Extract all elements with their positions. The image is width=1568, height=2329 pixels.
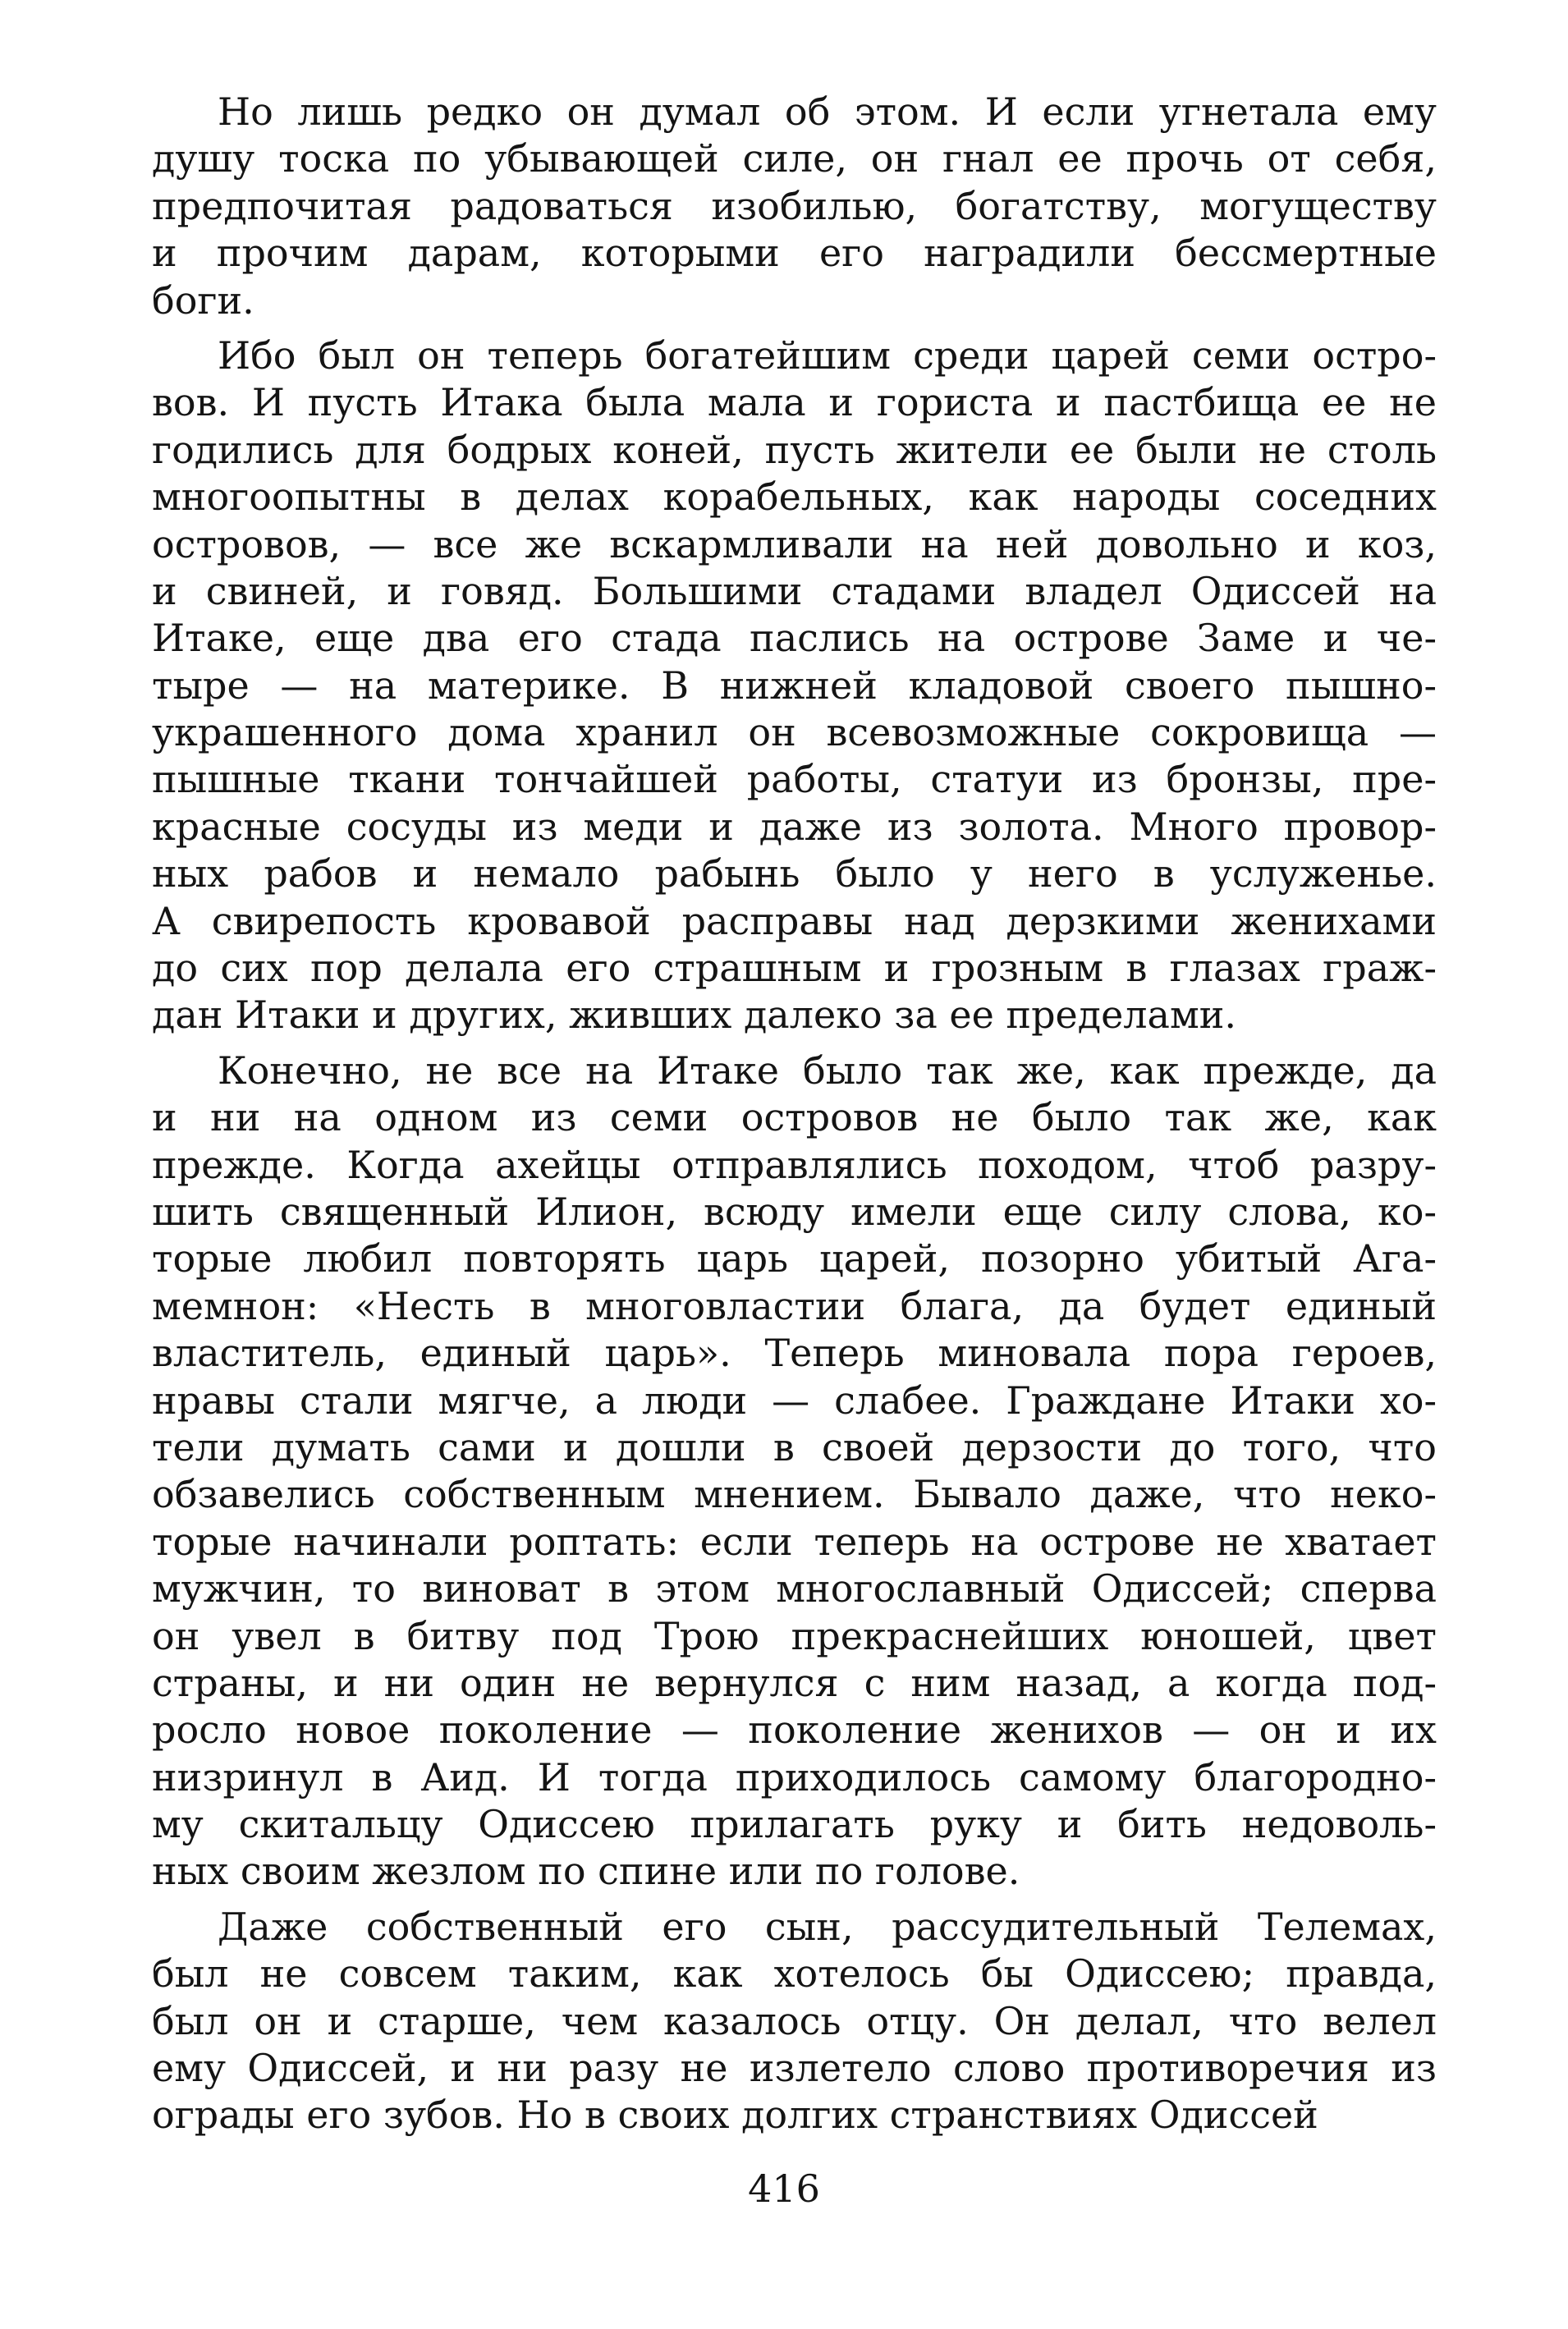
text-line: он увел в битву под Трою прекраснейших юношей, цвет xyxy=(152,1613,1437,1658)
text-line: шить священный Илион, всюду имели еще силу слова, ко- xyxy=(152,1189,1437,1234)
text-line: годились для бодрых коней, пусть жители ее были не столь xyxy=(152,427,1437,472)
text-line: ных своим жезлом по спине или по голове. xyxy=(152,1849,1020,1894)
paragraph xyxy=(152,1904,1437,2139)
text-line: дан Итаки и других, живших далеко за ее пределами. xyxy=(152,993,1237,1038)
text-line: ему Одиссей, и ни разу не излетело слово противоречия из xyxy=(152,2046,1437,2091)
text-line: ограды его зубов. Но в своих долгих странствиях Одиссей xyxy=(152,2093,1318,2138)
text-line: Но лишь редко он думал об этом. И если угнетала ему xyxy=(218,89,1437,134)
text-line: мужчин, то виноват в этом многославный Одиссей; сперва xyxy=(152,1566,1437,1612)
text-line: Итаке, еще два его стада паслись на острове Заме и че- xyxy=(152,616,1437,661)
text-line: му скитальцу Одиссею прилагать руку и бить недоволь- xyxy=(152,1802,1437,1847)
text-line: и прочим дарам, которыми его наградили бессмертные xyxy=(152,231,1437,276)
text-line: прежде. Когда ахейцы отправлялись походом, чтоб разру- xyxy=(152,1142,1437,1187)
text-line: душу тоска по убывающей силе, он гнал ее прочь от себя, xyxy=(152,136,1437,181)
text-line: ных рабов и немало рабынь было у него в услуженье. xyxy=(152,851,1437,896)
text-line: мемнон: «Несть в многовластии блага, да будет единый xyxy=(152,1283,1437,1328)
body-text xyxy=(152,89,1437,2148)
text-line: нравы стали мягче, а люди — слабее. Граждане Итаки хо- xyxy=(152,1378,1437,1423)
text-line: вов. И пусть Итака была мала и гориста и пастбища ее не xyxy=(152,380,1437,425)
text-line: низринул в Аид. И тогда приходилось самому благородно- xyxy=(152,1754,1437,1799)
text-line: предпочитая радоваться изобилью, богатству, могуществу xyxy=(152,183,1437,228)
text-line: красные сосуды из меди и даже из золота. Много провор- xyxy=(152,804,1437,849)
text-line: боги. xyxy=(152,277,254,323)
paragraph xyxy=(152,1048,1437,1896)
text-line: торые начинали роптать: если теперь на острове не хватает xyxy=(152,1519,1437,1564)
text-line: Ибо был он теперь богатейшим среди царей семи остро- xyxy=(218,332,1437,378)
text-line: тели думать сами и дошли в своей дерзости до того, что xyxy=(152,1424,1437,1469)
text-line: украшенного дома хранил он всевозможные сокровища — xyxy=(152,710,1437,755)
text-line: властитель, единый царь». Теперь миновала пора героев, xyxy=(152,1331,1437,1376)
text-line: пышные ткани тончайшей работы, статуи из бронзы, пре- xyxy=(152,757,1437,802)
text-line: и ни на одном из семи островов не было так же, как xyxy=(152,1095,1437,1140)
text-line: тыре — на материке. В нижней кладовой своего пышно- xyxy=(152,662,1437,708)
text-line: А свирепость кровавой расправы над дерзкими женихами xyxy=(152,898,1437,943)
paragraph xyxy=(152,89,1437,324)
text-line: был он и старше, чем казалось отцу. Он делал, что велел xyxy=(152,1998,1437,2043)
text-line: Конечно, не все на Итаке было так же, как прежде, да xyxy=(218,1048,1437,1093)
text-line: был не совсем таким, как хотелось бы Одиссею; правда, xyxy=(152,1951,1437,1997)
text-line: страны, и ни один не вернулся с ним назад, а когда под- xyxy=(152,1660,1437,1705)
text-line: до сих пор делала его страшным и грозным в глазах граж- xyxy=(152,946,1437,991)
text-line: островов, — все же вскармливали на ней довольно и коз, xyxy=(152,521,1437,566)
paragraph xyxy=(152,332,1437,1039)
page-number: 416 xyxy=(748,2166,820,2211)
text-line: Даже собственный его сын, рассудительный Телемах, xyxy=(218,1904,1437,1949)
text-line: и свиней, и говяд. Большими стадами владел Одиссей на xyxy=(152,568,1437,613)
text-line: торые любил повторять царь царей, позорно убитый Ага- xyxy=(152,1236,1437,1281)
text-line: обзавелись собственным мнением. Бывало даже, что неко- xyxy=(152,1472,1437,1517)
text-line: росло новое поколение — поколение женихов — он и их xyxy=(152,1708,1437,1753)
text-line: многоопытны в делах корабельных, как народы соседних xyxy=(152,475,1437,520)
